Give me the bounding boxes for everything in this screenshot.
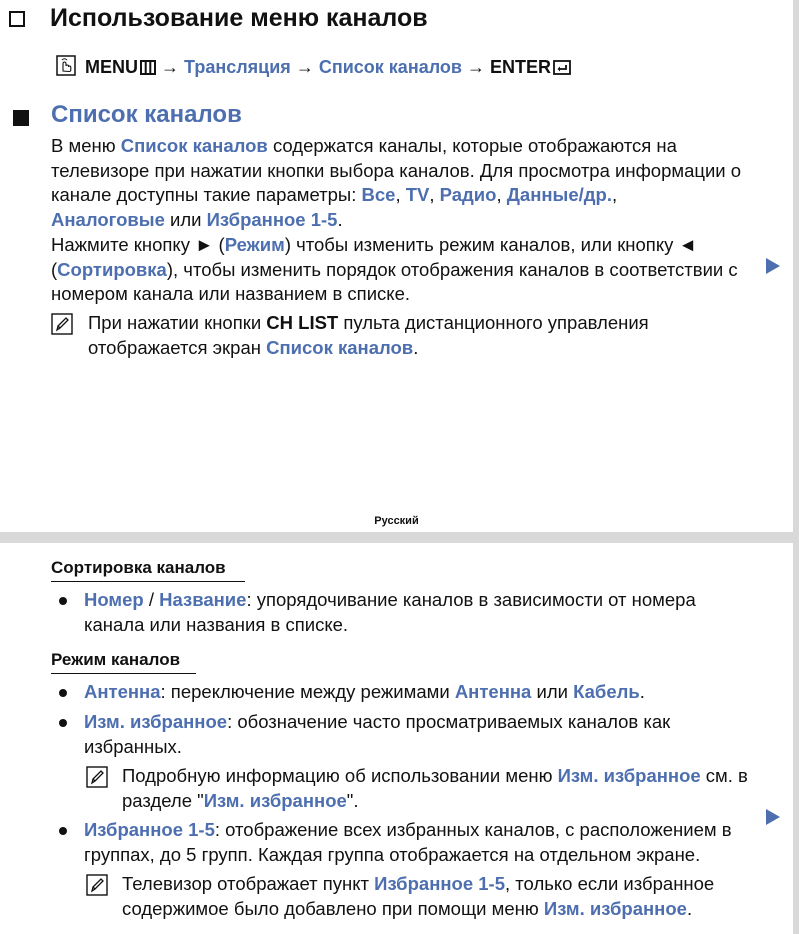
page-title: Использование меню каналов [50,4,428,32]
section-title: Список каналов [51,101,242,128]
bullet [59,719,67,727]
enter-label: ENTER [490,57,552,77]
note-icon [86,766,108,788]
checkbox-icon [9,11,25,27]
path-arrow: → [161,57,180,77]
mode-heading: Режим каналов [51,650,196,674]
mode-sort-paragraph: Нажмите кнопку ► (Режим) чтобы изменить режим каналов, или кнопку ◄ (Сортировка), чтобы изменить порядок отображения каналов в соответствии с номером канала или названием в списке. [51,234,738,304]
menu-label: MENU [85,57,138,77]
manual-page-2 [0,543,793,934]
fav-note: Телевизор отображает пункт Избранное 1-5, только если избранное содержимое было добавлено при помощи меню Изм. избранное. [122,873,715,919]
path-arrow: → [466,57,485,77]
remote-icon [56,55,76,76]
intro-paragraph: В меню Список каналов содержатся каналы, которые отображаются на телевизоре при нажатии кнопки выбора каналов. Для просмотра информации о канале доступны такие параметры: Все, TV, Радио, Данные/др., Аналоговые или Избранное 1-5. [51,135,742,230]
section-square-icon [13,110,29,126]
bullet [59,827,67,835]
menu-path [85,57,571,80]
fav-item: Избранное 1-5: отображение всех избранных каналов, с расположением в группах, до 5 групп. Каждая группа отображается на отдельном экране. [84,819,732,865]
next-page-arrow-icon[interactable] [766,809,780,825]
ch-list-note: При нажатии кнопки CH LIST пульта дистанционного управления отображается экран Список каналов. [88,312,649,358]
page-footer-language: Русский [374,515,419,527]
note-icon [51,313,73,335]
bullet [59,597,67,605]
antenna-item: Антенна: переключение между режимами Антенна или Кабель. [84,681,645,702]
note-icon [86,874,108,896]
next-page-arrow-icon[interactable] [766,258,780,274]
path-channel-list: Список каналов [318,57,462,77]
path-broadcast: Трансляция [184,57,291,77]
sort-heading: Сортировка каналов [51,558,245,582]
enter-icon [553,59,571,80]
edit-fav-note: Подробную информацию об использовании меню Изм. избранное см. в разделе "Изм. избранное". [122,765,748,811]
path-arrow: → [295,57,314,77]
edit-fav-item: Изм. избранное: обозначение часто просматриваемых каналов как избранных. [84,711,671,757]
menu-icon [140,59,156,80]
bullet [59,689,67,697]
sort-item: Номер / Название: упорядочивание каналов в зависимости от номера канала или названия в списке. [84,589,696,635]
